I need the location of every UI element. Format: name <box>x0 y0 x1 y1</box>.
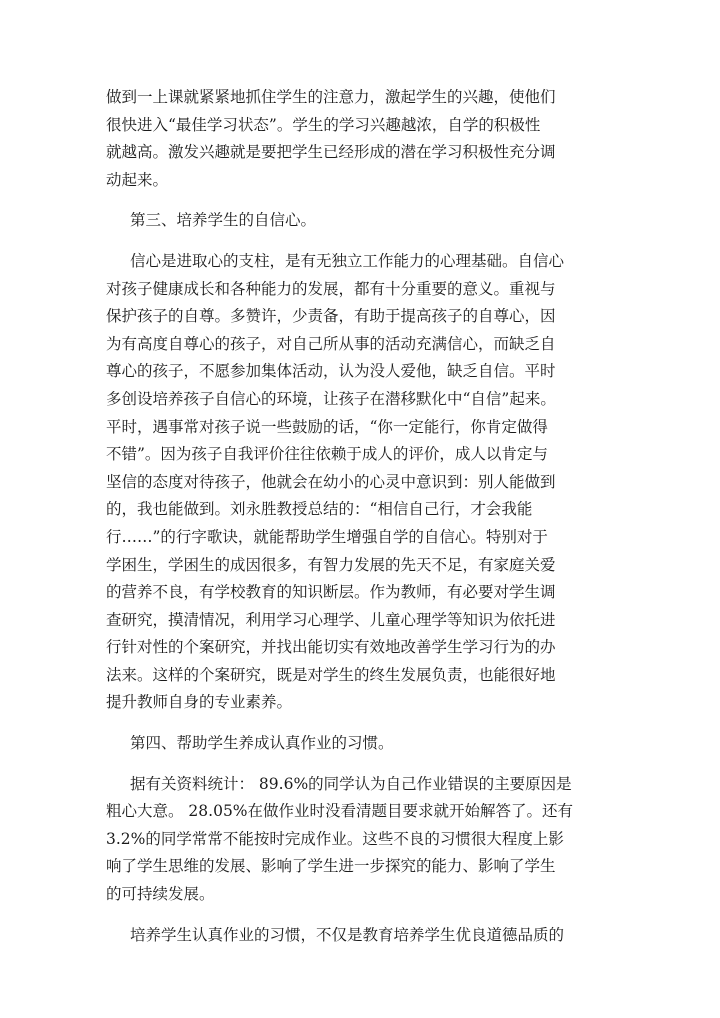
text-line: 对孩子健康成长和各种能力的发展，都有十分重要的意义。重视与 <box>106 279 556 298</box>
text-line: 做到一上课就紧紧地抓住学生的注意力，激起学生的兴趣，使他们 <box>106 88 556 106</box>
text-line: 信心是进取心的支柱，是有无独立工作能力的心理基础。自信心 <box>130 251 565 270</box>
text-line: 3.2%的同学常常不能按时完成作业。这些不良的习惯很大程度上影 <box>106 829 564 848</box>
text-line: 查研究，摸清情况，利用学习心理学、儿童心理学等知识为依托进 <box>106 610 556 629</box>
text-line: 据有关资料统计： 89.6%的同学认为自己作业错误的主要原因是 <box>130 774 572 793</box>
text-line: 培养学生认真作业的习惯，不仅是教育培养学生优良道德品质的 <box>130 925 565 944</box>
text-line: 学困生，学困生的成因很多，有智力发展的先天不足，有家庭关爱 <box>106 555 556 574</box>
paragraph-confidence <box>106 248 568 717</box>
text-line: 的营养不良，有学校教育的知识断层。作为教师，有必要对学生调 <box>106 583 556 602</box>
text-line: 的，我也能做到。刘永胜教授总结的：“相信自己行，才会我能 <box>106 500 533 519</box>
text-line: 的可持续发展。 <box>106 885 215 904</box>
text-line: 行……”的行字歌诀，就能帮助学生增强自学的自信心。特别对于 <box>106 527 548 546</box>
text-line: 提升教师自身的专业素养。 <box>106 693 293 712</box>
text-line: 为有高度自尊心的孩子，对自己所从事的活动充满信心，而缺乏自 <box>106 334 556 353</box>
text-line: 平时，遇事常对孩子说一些鼓励的话，“你一定能行，你肯定做得 <box>106 417 548 436</box>
text-line: 粗心大意。 28.05%在做作业时没看清题目要求就开始解答了。还有 <box>106 802 574 821</box>
section-heading-3 <box>106 207 568 235</box>
text-line: 动起来。 <box>106 170 169 189</box>
text-line: 就越高。激发兴趣就是要把学生已经形成的潜在学习积极性充分调 <box>106 143 556 162</box>
document-page <box>106 84 574 949</box>
section-heading-4 <box>106 730 568 758</box>
text-line: 很快进入“最佳学习状态”。学生的学习兴趣越浓，自学的积极性 <box>106 115 541 134</box>
text-line: 保护孩子的自尊。多赞许，少责备，有助于提高孩子的自尊心，因 <box>106 307 556 326</box>
paragraph-statistics <box>106 771 574 909</box>
text-line: 坚信的态度对待孩子，他就会在幼小的心灵中意识到：别人能做到 <box>106 472 556 491</box>
text-line: 响了学生思维的发展、影响了学生进一步探究的能力、影响了学生 <box>106 857 556 876</box>
text-line: 多创设培养孩子自信心的环境，让孩子在潜移默化中“自信”起来。 <box>106 389 556 408</box>
text-line: 法来。这样的个案研究，既是对学生的终生发展负责，也能很好地 <box>106 665 556 684</box>
heading-line: 第四、帮助学生养成认真作业的习惯。 <box>130 734 394 753</box>
text-line: 尊心的孩子，不愿参加集体活动，认为没人爱他，缺乏自信。平时 <box>106 362 556 381</box>
text-line: 行针对性的个案研究，并找出能切实有效地改善学生学习行为的办 <box>106 638 556 657</box>
heading-line: 第三、培养学生的自信心。 <box>130 211 317 230</box>
paragraph-interest <box>106 84 568 194</box>
text-line: 不错”。因为孩子自我评价往往依赖于成人的评价，成人以肯定与 <box>106 445 548 464</box>
paragraph-homework-habit <box>106 922 568 950</box>
